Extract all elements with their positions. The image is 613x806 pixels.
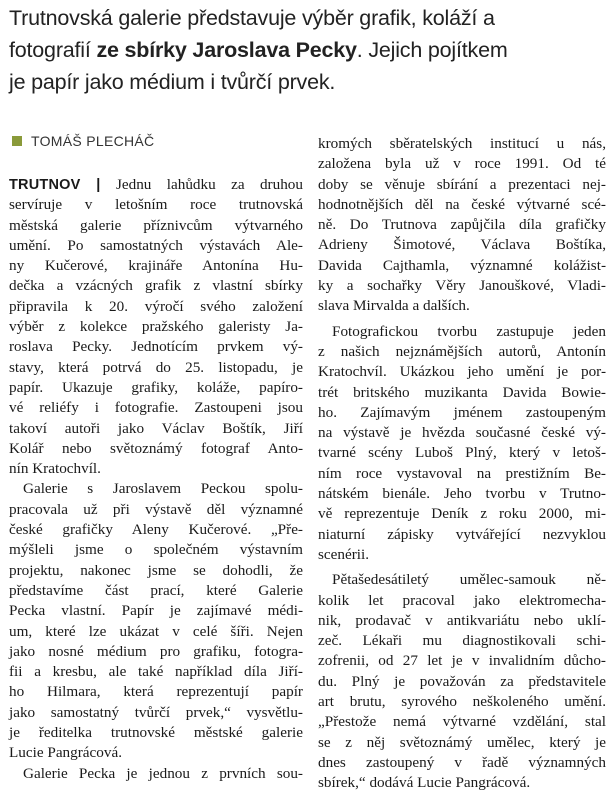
column-line: projektu, nakonec jsme se dohodli, že — [9, 561, 303, 579]
lead-line-3: je papír jako médium i tvůrčí prvek. — [9, 70, 336, 94]
column-line: Kolář nebo světoznámý fotograf Anto- — [9, 439, 303, 457]
column-line: se z něj světoznámý umělec, který je — [318, 733, 606, 751]
column-line: pracovala už při výstavě děl významné — [9, 500, 303, 518]
column-line: je ředitelka trutnovské městské galerie — [9, 724, 303, 742]
column-line: du. Plný je považován za představitele — [318, 672, 606, 690]
column-line: servíruje v letošním roce trutnovská — [9, 196, 303, 214]
column-line: dečka a vzácných grafik z vlastní sbírky — [9, 277, 303, 295]
column-line: Adrieny Šimotové, Václava Boštíka, — [318, 236, 606, 254]
column-line: „Přestože nemá výtvarné vzdělání, stal — [318, 713, 606, 731]
dateline: TRUTNOV | — [9, 177, 101, 193]
column-line: Kratochvíl. Ukázkou jeho umění je por- — [318, 363, 606, 381]
column-line: založena byla už v roce 1991. Od té — [318, 155, 606, 173]
lead-line-1: Trutnovská galerie představuje výběr grafik, koláží a — [9, 6, 495, 30]
column-line: ho. Zajímavým jménem zastoupeným — [318, 403, 606, 421]
column-line: hodnotnějších děl na české výtvarné scé- — [318, 195, 606, 213]
column-line: sbírek,“ dodává Lucie Pangrácová. — [318, 774, 531, 792]
byline — [12, 132, 154, 150]
column-line: Pětašedesátiletý umělec-samouk ně- — [332, 571, 606, 589]
author-name: TOMÁŠ PLECHÁČ — [31, 133, 155, 149]
column-line: doby se věnuje sbírání a prezentaci nej- — [318, 175, 606, 193]
column-line: trét britského muzikanta Davida Bowie- — [318, 383, 606, 401]
column-line: takoví autoři jako Václav Boštík, Jiří — [9, 419, 303, 437]
column-line: niaturní zápisky vytvářející nezvyklou — [318, 525, 606, 543]
column-line: výběr z kolekce pražského galeristy Ja- — [9, 318, 303, 336]
column-line: kromých sběratelských institucí u nás, — [318, 135, 606, 152]
column-line: zofrenii, od 27 let je v invalidním důcho- — [318, 652, 606, 670]
column-line: na výstavě je hvězda současné české vý- — [318, 424, 606, 442]
column-line: vě reprezentuje Deník z roku 2000, mi- — [318, 505, 606, 523]
column-line: vé reliéfy i fotografie. Zastoupeni jsou — [9, 399, 303, 417]
column-line: Galerie Pecka je jednou z prvních sou- — [23, 764, 303, 782]
column-line: stavy, která potrvá do 25. listopadu, je — [9, 358, 303, 376]
column-line: slava Mirvalda a dalších. — [318, 297, 470, 315]
column-line: art brutu, syrového neškoleného umění. — [318, 693, 606, 711]
column-line: roslava Pecky. Jednotícím prvkem vý- — [9, 338, 303, 356]
column-line: Davida Cajthamla, významné kolážist- — [318, 256, 606, 274]
column-line: mýšleli jsme o společném výstavním — [9, 541, 303, 559]
column-line: představíme část prací, které Galerie — [9, 581, 303, 599]
column-line: ho Hilmara, která reprezentují papír — [9, 683, 303, 701]
article-column-right — [318, 134, 606, 794]
column-line: um, které lze ukázat v celé šíři. Nejen — [9, 622, 303, 640]
column-line: z našich nejznámějších autorů, Antonín — [318, 342, 606, 360]
column-line: tvarné scény Luboš Plný, který v letoš- — [318, 444, 606, 462]
column-line: městská galerie příznivcům výtvarného — [9, 216, 303, 234]
lead-line-2-start: fotografií — [9, 38, 97, 62]
column-line: ním roce vystavoval na prestižním Be- — [318, 464, 606, 482]
column-line: nín Kratochvíl. — [9, 460, 101, 478]
column-line: Lucie Pangrácová. — [9, 744, 123, 762]
lead-line-2 — [9, 34, 609, 66]
column-line: připravila k 20. výročí svého založení — [9, 297, 303, 315]
column-line: jako samostatný tvůrčí prvek,“ vysvětlu- — [9, 703, 303, 721]
column-line: dnes zastoupený v řadě významných — [318, 753, 606, 771]
column-line: scenérii. — [318, 545, 370, 563]
column-line: Pecka vlastní. Papír je zajímavé médi- — [9, 602, 303, 620]
column-line: nik, prodavač v antikvariátu nebo uklí- — [318, 611, 606, 629]
column-line: ky a sochařky Věry Janouškové, Vladi- — [318, 277, 606, 295]
lead-highlight: ze sbírky Jaroslava Pecky — [96, 38, 357, 62]
column-line: papír. Ukazuje grafiky, koláže, papíro- — [9, 378, 303, 396]
column-line: ny Kučerové, krajináře Antonína Hu- — [9, 257, 303, 275]
byline-square-icon — [12, 136, 22, 146]
column-line: Galerie s Jaroslavem Peckou spolu- — [23, 480, 303, 498]
column-line: zeč. Lékaři mu diagnostikovali schi- — [318, 632, 606, 650]
lead-line-2-end: . Jejich pojítkem — [356, 38, 508, 62]
column-line: nátském bienále. Jeho tvorbu v Trutno- — [318, 485, 606, 503]
article-lead — [9, 2, 609, 98]
article-column-left — [9, 175, 303, 784]
column-line: české grafičky Aleny Kučerové. „Pře- — [9, 521, 303, 539]
column-line-text: Jednu lahůdku za druhou — [115, 176, 303, 193]
column-line: kolik let pracoval jako elektromecha- — [318, 591, 606, 609]
column-line: ně. Do Trutnova zapůjčila díla grafičky — [318, 216, 606, 234]
column-line: Fotografickou tvorbu zastupuje jeden — [332, 322, 606, 340]
column-line: jako nosné médium pro grafiku, fotogra- — [9, 642, 303, 660]
column-line: umění. Po samostatných výstavách Ale- — [9, 236, 303, 254]
column-line — [9, 175, 303, 195]
column-line: fii a kresbu, ale také například díla Jiří- — [9, 663, 303, 681]
